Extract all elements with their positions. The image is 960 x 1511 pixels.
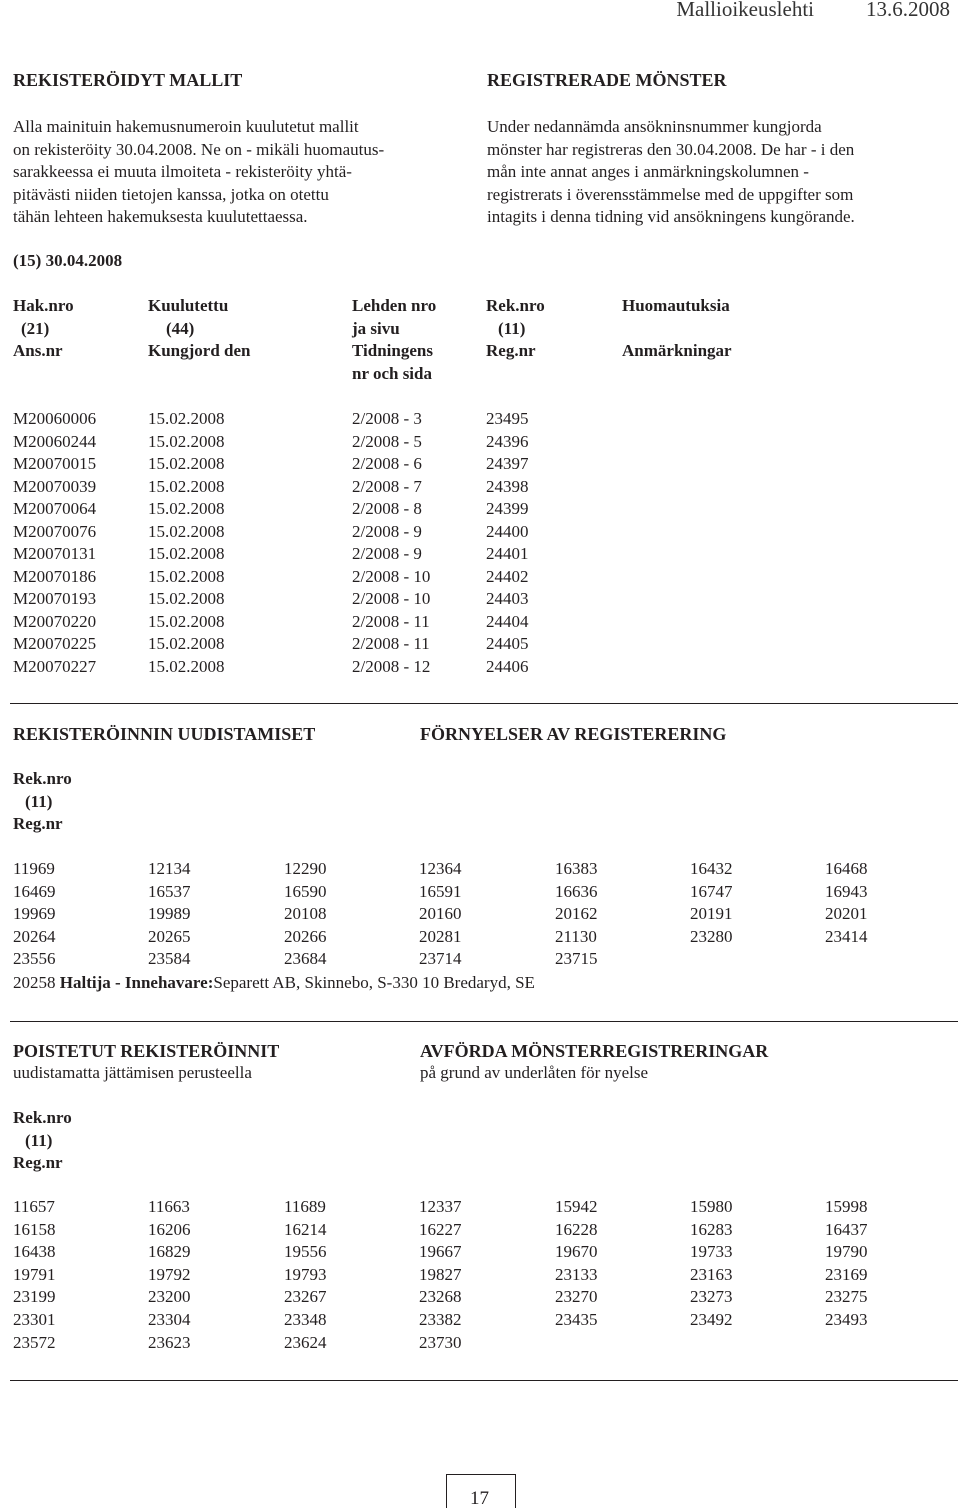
grid-cell: 23199: [13, 1287, 56, 1307]
header-line: Hak.nro: [13, 296, 74, 315]
divider: [10, 1380, 958, 1381]
grid-cell: 16829: [148, 1242, 191, 1262]
table-cell: 2/2008 - 3: [352, 409, 422, 428]
grid-cell: 19790: [825, 1242, 868, 1262]
grid-cell: 23623: [148, 1332, 191, 1352]
grid-cell: 16228: [555, 1219, 598, 1239]
table-cell: 2/2008 - 8: [352, 499, 422, 518]
table-cell: M20070220: [13, 611, 97, 631]
grid-cell: 15942: [555, 1197, 598, 1216]
table-cell: 15.02.2008: [148, 476, 225, 496]
grid-cell: 20264: [13, 926, 56, 946]
section-heading-fi: REKISTERÖINNIN UUDISTAMISET: [13, 724, 316, 744]
col-header-rek: [486, 295, 545, 363]
header-line: nr och sida: [352, 363, 432, 383]
grid-cell: 16468: [825, 859, 868, 878]
header-line: Tidningens: [352, 341, 433, 360]
grid-cell: 15980: [690, 1197, 733, 1216]
page-number: 17: [470, 1488, 489, 1509]
grid-cell: 23275: [825, 1287, 868, 1307]
grid-cell: 16469: [13, 881, 56, 901]
grid-cell: 19969: [13, 904, 56, 924]
grid-cell: 12337: [419, 1197, 462, 1216]
table-cell: M20070227: [13, 656, 97, 676]
grid-cell: 23414: [825, 926, 868, 946]
text-line: Alla mainituin hakemusnumeroin kuulutetut mallit: [13, 117, 359, 136]
grid-cell: 23584: [148, 949, 191, 969]
table-cell: 15.02.2008: [148, 521, 225, 541]
grid-cell: 16590: [284, 881, 327, 901]
note-label: Haltija - Innehavare:: [59, 973, 214, 992]
table-cell: 2/2008 - 7: [352, 476, 422, 496]
table-cell: M20070015: [13, 454, 97, 473]
divider: [10, 1021, 958, 1022]
table-cell: 15.02.2008: [148, 656, 225, 676]
table-cell: 24398: [486, 476, 529, 496]
grid-cell: 23714: [419, 949, 462, 969]
grid-cell: 20191: [690, 904, 733, 924]
section-heading-sv: REGISTRERADE MÖNSTER: [487, 70, 727, 90]
label-line: Reg.nr: [13, 1153, 63, 1172]
grid-cell: 23273: [690, 1287, 733, 1307]
header-line: Lehden nro: [352, 296, 437, 315]
grid-cell: 23304: [148, 1310, 191, 1329]
col-header-kuulutettu: [148, 295, 251, 363]
header-line: Kuulutettu: [148, 296, 229, 315]
grid-cell: 19792: [148, 1264, 191, 1284]
table-cell: M20070186: [13, 566, 97, 586]
grid-cell: 16437: [825, 1219, 868, 1239]
grid-cell: 23730: [419, 1332, 462, 1352]
grid-cell: 16227: [419, 1219, 462, 1239]
label-line: Rek.nro: [13, 1108, 72, 1127]
grid-cell: 16432: [690, 859, 733, 878]
table-cell: 2/2008 - 11: [352, 611, 430, 631]
grid-cell: 23435: [555, 1310, 598, 1329]
table-cell: 15.02.2008: [148, 634, 225, 653]
grid-cell: 23348: [284, 1310, 327, 1329]
table-cell: M20070076: [13, 521, 97, 541]
table-cell: 2/2008 - 5: [352, 431, 422, 451]
col-header-hak: [13, 295, 74, 363]
table-cell: 15.02.2008: [148, 454, 225, 473]
table-cell: M20070225: [13, 634, 97, 653]
grid-cell: 19827: [419, 1264, 462, 1284]
grid-cell: 19989: [148, 904, 191, 924]
table-cell: 2/2008 - 9: [352, 544, 422, 563]
grid-cell: 16283: [690, 1219, 733, 1239]
grid-cell: 23382: [419, 1310, 462, 1329]
label-line: Reg.nr: [13, 814, 63, 833]
col-label-rek: [13, 1107, 72, 1175]
table-cell: 24397: [486, 454, 529, 473]
table-cell: 24399: [486, 499, 529, 518]
section-heading-sv: FÖRNYELSER AV REGISTERERING: [420, 724, 727, 744]
table-cell: 15.02.2008: [148, 409, 225, 428]
table-cell: 2/2008 - 6: [352, 454, 422, 473]
grid-cell: 23280: [690, 926, 733, 946]
grid-cell: 11689: [284, 1197, 326, 1216]
section-heading-fi: POISTETUT REKISTERÖINNIT: [13, 1041, 280, 1061]
table-cell: 23495: [486, 409, 529, 428]
grid-cell: 23572: [13, 1332, 56, 1352]
section-heading-sv: AVFÖRDA MÖNSTERREGISTRERINGAR: [420, 1041, 769, 1061]
header-line: Rek.nro: [486, 296, 545, 315]
grid-cell: 23493: [825, 1310, 868, 1329]
header-line: Ans.nr: [13, 341, 63, 360]
grid-cell: 16383: [555, 859, 598, 878]
grid-cell: 19793: [284, 1264, 327, 1284]
text-line: intagits i denna tidning vid ansökningens kungörande.: [487, 207, 855, 226]
header-line: (21): [21, 318, 50, 338]
section-subheading-fi: uudistamatta jättämisen perusteella: [13, 1063, 252, 1082]
grid-cell: 23492: [690, 1310, 733, 1329]
table-cell: 24396: [486, 431, 529, 451]
table-cell: 24401: [486, 544, 529, 563]
grid-cell: 16206: [148, 1219, 191, 1239]
grid-cell: 16158: [13, 1219, 56, 1239]
section-subheading-sv: på grund av underlåten för nyelse: [420, 1063, 648, 1082]
grid-cell: 16537: [148, 881, 191, 901]
text-line: mån inte annat anges i anmärkningskolumnen -: [487, 162, 809, 181]
grid-cell: 16747: [690, 881, 733, 901]
table-cell: 2/2008 - 12: [352, 656, 431, 676]
grid-cell: 23169: [825, 1264, 868, 1284]
text-line: mönster har registreras den 30.04.2008. De har - i den: [487, 139, 855, 159]
header-line: (11): [498, 318, 526, 338]
note-number: 20258: [13, 973, 56, 992]
running-header: [676, 0, 950, 21]
grid-cell: 19733: [690, 1242, 733, 1262]
journal-title: Mallioikeuslehti: [676, 0, 814, 21]
grid-cell: 23715: [555, 949, 598, 969]
text-line: pitävästi niiden tietojen kanssa, jotka on otettu: [13, 184, 329, 204]
grid-cell: 16636: [555, 881, 598, 901]
table-cell: 24402: [486, 566, 529, 586]
col-header-lehden: [352, 295, 436, 385]
grid-cell: 23624: [284, 1332, 327, 1352]
header-line: (44): [166, 318, 195, 338]
grid-cell: 20266: [284, 926, 327, 946]
table-cell: M20060006: [13, 409, 97, 428]
table-cell: 15.02.2008: [148, 499, 225, 518]
intro-paragraph-fi: [13, 116, 384, 229]
table-cell: 24405: [486, 634, 529, 653]
issue-date: 13.6.2008: [866, 0, 950, 21]
grid-cell: 19670: [555, 1242, 598, 1262]
table-cell: 15.02.2008: [148, 566, 225, 586]
text-line: sarakkeessa ei muuta ilmoiteta - rekisteröity yhtä-: [13, 162, 352, 181]
label-line: Rek.nro: [13, 769, 72, 788]
table-cell: 24406: [486, 656, 529, 676]
table-cell: 2/2008 - 9: [352, 521, 422, 541]
grid-cell: 23163: [690, 1264, 733, 1284]
issue-code: (15) 30.04.2008: [13, 251, 123, 270]
grid-cell: 23556: [13, 949, 56, 969]
divider: [10, 703, 958, 704]
table-cell: M20060244: [13, 431, 97, 451]
header-line: Anmärkningar: [622, 341, 732, 360]
table-cell: 24404: [486, 611, 529, 631]
text-line: on rekisteröity 30.04.2008. Ne on - mikäli huomautus-: [13, 139, 385, 159]
grid-cell: 11657: [13, 1197, 55, 1216]
grid-cell: 12134: [148, 859, 191, 878]
label-line: (11): [25, 791, 53, 811]
grid-cell: 15998: [825, 1197, 868, 1216]
holder-note: [13, 972, 535, 995]
grid-cell: 16438: [13, 1242, 56, 1262]
header-line: Reg.nr: [486, 341, 536, 360]
table-cell: M20070064: [13, 499, 97, 518]
table-cell: M20070193: [13, 589, 97, 608]
header-line: Huomautuksia: [622, 296, 730, 315]
col-header-huomautuksia: [622, 295, 732, 363]
table-cell: 15.02.2008: [148, 544, 225, 563]
header-line: Kungjord den: [148, 341, 251, 360]
grid-cell: 20281: [419, 926, 462, 946]
grid-cell: 21130: [555, 926, 597, 946]
grid-cell: 19667: [419, 1242, 462, 1262]
grid-cell: 16591: [419, 881, 462, 901]
text-line: registrerats i överensstämmelse med de uppgifter som: [487, 184, 854, 204]
note-text: Separett AB, Skinnebo, S-330 10 Bredaryd, SE: [213, 973, 535, 992]
table-cell: 2/2008 - 11: [352, 634, 430, 653]
grid-cell: 12290: [284, 859, 327, 878]
table-cell: 15.02.2008: [148, 431, 225, 451]
header-spacer: [622, 318, 732, 341]
section-heading-fi: REKISTERÖIDYT MALLIT: [13, 70, 243, 90]
grid-cell: 16214: [284, 1219, 327, 1239]
grid-cell: 23133: [555, 1264, 598, 1284]
grid-cell: 20108: [284, 904, 327, 924]
table-cell: 24400: [486, 521, 529, 541]
table-cell: 15.02.2008: [148, 611, 225, 631]
grid-cell: 23267: [284, 1287, 327, 1307]
grid-cell: 11969: [13, 859, 55, 878]
grid-cell: 20265: [148, 926, 191, 946]
text-line: tähän lehteen hakemuksesta kuulutettaessa.: [13, 207, 308, 226]
grid-cell: 19556: [284, 1242, 327, 1262]
col-label-rek: [13, 768, 72, 836]
table-cell: 2/2008 - 10: [352, 566, 431, 586]
grid-cell: 23200: [148, 1287, 191, 1307]
grid-cell: 11663: [148, 1197, 190, 1216]
grid-cell: 23268: [419, 1287, 462, 1307]
grid-cell: 19791: [13, 1264, 56, 1284]
grid-cell: 20201: [825, 904, 868, 924]
table-cell: M20070039: [13, 476, 97, 496]
label-line: (11): [25, 1130, 53, 1150]
table-cell: 2/2008 - 10: [352, 589, 431, 608]
grid-cell: 23270: [555, 1287, 598, 1307]
grid-cell: 23301: [13, 1310, 56, 1329]
table-cell: 15.02.2008: [148, 589, 225, 608]
text-line: Under nedannämda ansökninsnummer kungjorda: [487, 117, 822, 136]
grid-cell: 20160: [419, 904, 462, 924]
table-cell: M20070131: [13, 544, 97, 563]
table-cell: 24403: [486, 589, 529, 608]
grid-cell: 12364: [419, 859, 462, 878]
grid-cell: 16943: [825, 881, 868, 901]
grid-cell: 20162: [555, 904, 598, 924]
grid-cell: 23684: [284, 949, 327, 969]
intro-paragraph-sv: [487, 116, 855, 229]
header-line: ja sivu: [352, 318, 400, 338]
